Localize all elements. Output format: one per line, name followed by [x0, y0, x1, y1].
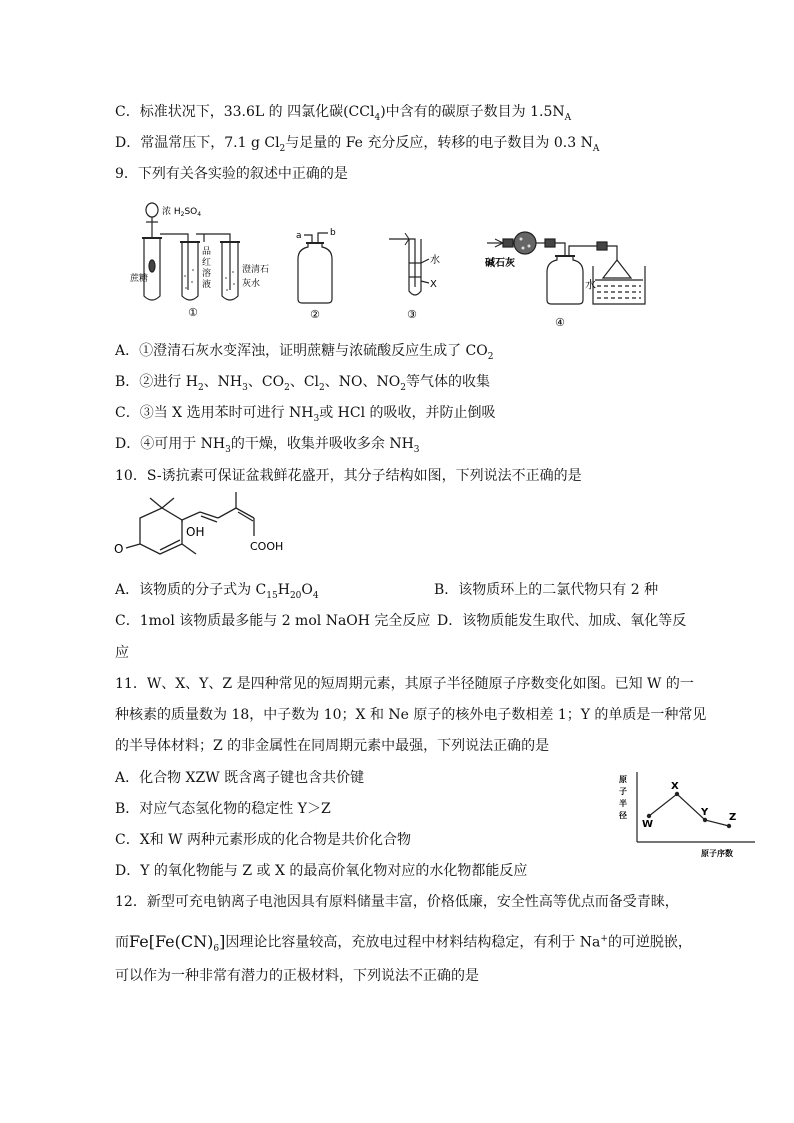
q10-option-b: B．该物质环上的二氯代物只有 2 种: [434, 582, 659, 598]
q10-option-d: D．该物质能发生取代、加成、氧化等反: [437, 613, 687, 629]
q11-option-d: D．Y 的氧化物能与 Z 或 X 的最高价氧化物对应的水化物都能反应: [115, 863, 528, 879]
apparatus-2-number: ②: [310, 308, 320, 318]
q11-radius-chart: [615, 768, 765, 864]
soda-lime-label: 碱石灰: [485, 258, 515, 269]
ylabel-2: 子: [619, 787, 627, 796]
point-w: [647, 814, 651, 818]
q9-option-c: C．③当 X 选用苯时可进行 $NH_3$或 HCl 的吸收，并防止倒吸: [115, 405, 496, 424]
q9-apparatus-1: [130, 198, 280, 318]
q10-structure: [110, 492, 300, 564]
q12-stem-1: 12．新型可充电钠离子电池因具有原料储量丰富，价格低廉，安全性高等优点而备受青睐，: [115, 894, 679, 910]
pinhong-label-1: 品: [202, 247, 212, 257]
q10-option-a: A．该物质的分子式为 $C_{15}H_{20}O_4$: [115, 582, 319, 601]
label-w: W: [642, 819, 654, 830]
q9-option-a: A．①澄清石灰水变浑浊，证明蔗糖与浓硫酸反应生成了 $CO_2$: [115, 343, 494, 362]
q9-apparatus-2: [292, 225, 352, 318]
apparatus-4-number: ④: [555, 316, 565, 328]
label-y: Y: [701, 807, 709, 818]
point-y: [703, 818, 707, 822]
point-z: [727, 824, 731, 828]
q8-option-c: C．标准状况下，33.6L 的 四氯化碳(CCl$_4$)中含有的碳原子数目为 $1.5N_A$: [115, 104, 572, 123]
port-b-label: b: [330, 228, 336, 238]
q9-option-b: B．②进行 $H_2$、$NH_3$、$CO_2$、$Cl_2$、NO、$NO_2$等气体的收集: [115, 374, 490, 393]
q9-apparatus-3: [385, 233, 450, 318]
label-z: Z: [729, 812, 737, 823]
ketone-o-label: O: [114, 542, 124, 556]
pinhong-label-3: 溶: [202, 269, 212, 279]
apparatus-1-number: ①: [188, 306, 198, 318]
lime-label-2: 灰水: [242, 279, 261, 289]
q10-stem: 10．S-诱抗素可保证盆栽鲜花盛开，其分子结构如图，下列说法不正确的是: [115, 468, 582, 484]
ylabel-3: 半: [619, 799, 627, 808]
q10-option-d-wrap: 应: [115, 645, 129, 661]
q12-stem-2: 而$Fe[Fe(CN)_6]$因理论比容量较高，充放电过程中材料结构稳定，有利于 Na+的可逆脱嵌，: [115, 931, 692, 954]
lime-label-1: 澄清石: [242, 265, 270, 275]
port-a-label: a: [296, 231, 302, 241]
x-label: X: [430, 279, 437, 290]
hydroxyl-label: OH: [186, 525, 205, 539]
water-label: 水: [430, 255, 440, 266]
q11-stem-3: 的半导体材料；Z 的非金属性在同周期元素中最强，下列说法正确的是: [115, 738, 550, 754]
q11-option-a: A．化合物 XZW 既含离子键也含共价键: [115, 770, 365, 786]
q12-stem-3: 可以作为一种非常有潜力的正极材料，下列说法不正确的是: [115, 968, 479, 984]
label-x: X: [671, 781, 679, 792]
pinhong-label-2: 红: [202, 258, 212, 268]
q10-option-c: C．1mol 该物质最多能与 2 mol NaOH 完全反应: [115, 613, 431, 629]
q9-stem: 9．下列有关各实验的叙述中正确的是: [115, 166, 348, 182]
carboxyl-label: COOH: [250, 540, 284, 553]
acid-label: 浓 $H_2SO_4$: [162, 207, 202, 218]
point-x: [675, 792, 679, 796]
formula: $Fe[Fe(CN)_6]$: [129, 931, 226, 954]
pinhong-label-4: 液: [202, 280, 212, 290]
apparatus-3-number: ③: [407, 308, 417, 318]
q11-stem-1: 11．W、X、Y、Z 是四种常见的短周期元素，其原子半径随原子序数变化如图。已知 W 的一: [115, 676, 694, 692]
q8-option-d: D．常温常压下，7.1 g $Cl_2$与足量的 Fe 充分反应，转移的电子数目为 0.3 $N_A$: [115, 135, 600, 154]
beaker-water-label: 水: [585, 278, 596, 291]
q11-stem-2: 种核素的质量数为 18，中子数为 10；X 和 Ne 原子的核外电子数相差 1；Y 的单质是一种常见: [115, 707, 707, 723]
sugar-label: 蔗糖: [130, 274, 149, 284]
ylabel-4: 径: [619, 811, 627, 820]
ylabel-1: 原: [619, 775, 627, 784]
q11-option-c: C．X和 W 两种元素形成的化合物是共价化合物: [115, 832, 411, 848]
q9-apparatus-4: [485, 228, 670, 328]
q9-option-d: D．④可用于 $NH_3$的干燥，收集并吸收多余 $NH_3$: [115, 436, 420, 455]
xlabel: 原子序数: [701, 849, 733, 858]
q11-option-b: B．对应气态氢化物的稳定性 Y＞Z: [115, 801, 331, 817]
